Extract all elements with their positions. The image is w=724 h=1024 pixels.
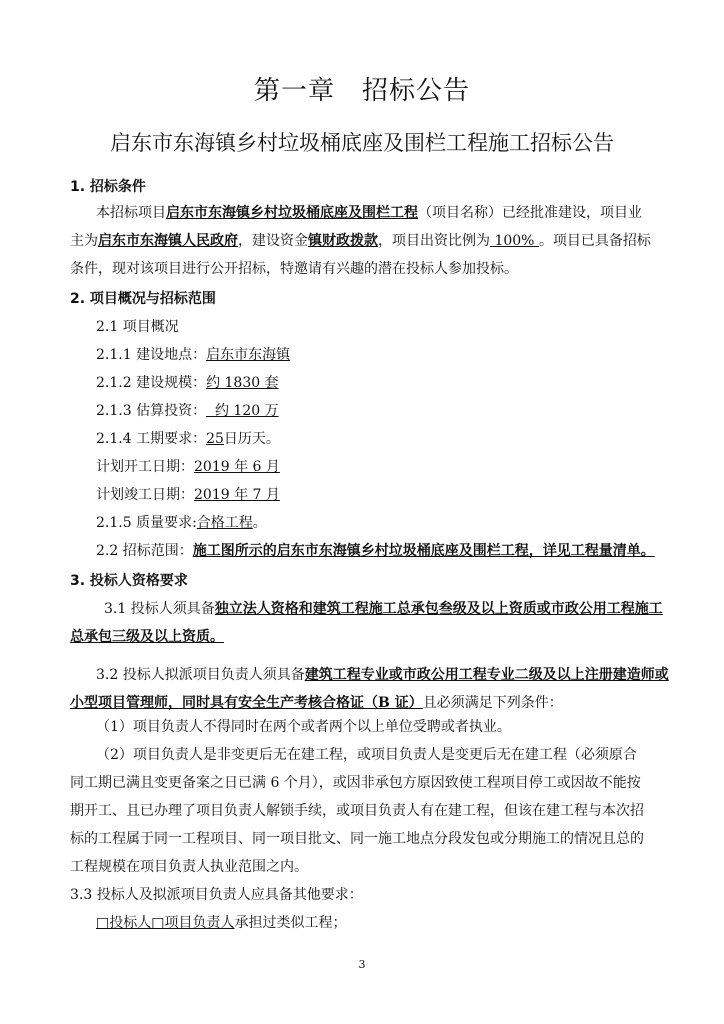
section-2-heading: 2. 项目概况与招标范围 <box>70 291 216 307</box>
owner-name: 启东市东海镇人民政府 <box>98 233 238 249</box>
section-1-line-3: 条件，现对该项目进行公开招标，特邀请有兴趣的潜在投标人参加投标。 <box>70 261 518 277</box>
item-3-1-line-2: 总承包三级及以上资质。 <box>70 629 224 645</box>
manager-qualification: 建筑工程专业或市政公用工程专业二级及以上注册建造师或 <box>304 667 669 683</box>
label: 计划开工日期： <box>96 459 194 475</box>
text: 主为 <box>70 233 98 249</box>
item-2-1: 2.1 项目概况 <box>96 319 179 335</box>
condition-2-line-2: 同工期已满且变更备案之日已满 6 个月），或因非承包方原因致使工程项目停工或因故不能按 <box>70 775 641 791</box>
text: 日历天。 <box>223 431 280 447</box>
item-2-1-2 <box>96 372 279 392</box>
item-3-3: 3.3 投标人及拟派项目负责人应具备其他要求： <box>70 887 363 903</box>
text: 本招标项目 <box>96 205 166 221</box>
value: 合格工程 <box>196 515 253 531</box>
page-number: 3 <box>358 958 366 971</box>
section-1-line-1 <box>96 202 642 222</box>
condition-2-line-1: （2）项目负责人是非变更后无在建工程，或项目负责人是变更后无在建工程（必须原合 <box>96 747 637 763</box>
label: 2.1.1 建设地点： <box>96 347 207 363</box>
qualification: 独立法人资格和建筑工程施工总承包叁级及以上资质或市政公用工程施工 <box>214 601 663 617</box>
condition-1: （1）项目负责人不得同时在两个或者两个以上单位受聘或者执业。 <box>96 719 511 735</box>
item-2-1-5 <box>96 512 267 532</box>
label: 2.2 招标范围： <box>96 543 193 559</box>
chapter-title: 第一章 招标公告 <box>253 76 470 106</box>
item-2-1-3 <box>96 400 279 420</box>
item-2-1-1 <box>96 344 290 364</box>
value: 约 120 万 <box>206 403 279 419</box>
item-3-3-line-2 <box>96 912 346 932</box>
value: 施工图所示的启东市东海镇乡村垃圾桶底座及围栏工程，详见工程量清单。 <box>192 543 655 559</box>
label: 2.1.5 质量要求: <box>96 515 197 531</box>
value: 25 <box>206 431 224 447</box>
section-1-line-2 <box>70 230 651 250</box>
text: ，项目出资比例为 <box>378 233 490 249</box>
checkbox-options: □投标人□项目负责人 <box>96 915 235 931</box>
label: 计划竣工日期： <box>96 487 194 503</box>
end-date <box>96 484 280 504</box>
label: 2.1.4 工期要求： <box>96 431 207 447</box>
text: （项目名称）已经批准建设，项目业 <box>418 205 642 221</box>
fund-source: 镇财政拨款 <box>308 233 378 249</box>
item-2-2 <box>96 540 655 560</box>
label: 2.1.3 估算投资： <box>96 403 207 419</box>
fund-ratio: 100% <box>490 233 539 249</box>
label: 2.1.2 建设规模： <box>96 375 207 391</box>
item-3-2-line-2 <box>70 692 563 712</box>
text: 。 <box>252 515 267 531</box>
item-3-1-line-1 <box>104 598 663 618</box>
section-1-heading: 1. 招标条件 <box>70 179 146 195</box>
manager-qualification-cont: 小型项目管理师，同时具有安全生产考核合格证（B 证） <box>70 695 423 711</box>
condition-2-line-3: 期开工、且已办理了项目负责人解锁手续，或项目负责人有在建工程，但该在建工程与本次招 <box>70 803 644 819</box>
value: 2019 年 6 月 <box>194 459 280 475</box>
text: 承担过类似工程； <box>234 915 347 931</box>
value: 启东市东海镇 <box>206 347 291 363</box>
condition-2-line-5: 工程规模在项目负责人执业范围之内。 <box>70 859 308 875</box>
text: ，建设资金 <box>238 233 308 249</box>
value: 约 1830 套 <box>206 375 279 391</box>
value: 2019 年 7 月 <box>194 487 280 503</box>
text: 且必须满足下列条件： <box>422 695 563 711</box>
notice-title: 启东市东海镇乡村垃圾桶底座及围栏工程施工招标公告 <box>110 131 614 155</box>
item-2-1-4 <box>96 428 280 448</box>
condition-2-line-4: 标的工程属于同一工程项目、同一项目批文、同一施工地点分段发包或分期施工的情况且总的 <box>70 831 644 847</box>
text: 3.1 投标人须具备 <box>104 601 215 617</box>
item-3-2-line-1 <box>96 664 669 684</box>
project-name: 启东市东海镇乡村垃圾桶底座及围栏工程 <box>166 205 418 221</box>
text: 。项目已具备招标 <box>538 233 651 249</box>
start-date <box>96 456 280 476</box>
section-3-heading: 3. 投标人资格要求 <box>70 573 188 589</box>
text: 3.2 投标人拟派项目负责人须具备 <box>96 667 305 683</box>
